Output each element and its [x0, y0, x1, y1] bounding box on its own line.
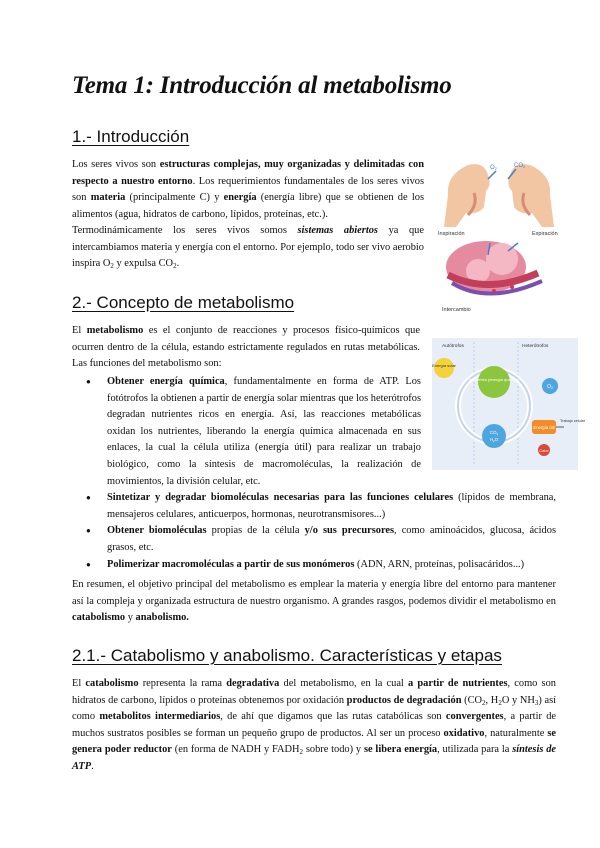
- paragraph-catabolismo: El catabolismo representa la rama degradativa del metabolismo, en la cual a partir de nutrientes, como son hidratos de carbono, lípidos o proteínas obtenemos por oxidación productos de degradación ($CO_2$, $H_2O$ y $NH_3$) así como metabolitos intermediarios, de ahí que digamos que las rutas catabólicas son convergentes, a partir de muchos sustratos posibles se forman un pequeño grupo de productos. Al ser un proceso oxidativo, naturalmente se genera poder reductor (en forma de NADH y $FADH_2$ sobre todo) y se libera energía, utilizada para la síntesis de ATP.: [72, 678, 557, 772]
- list-item: ● Obtener energía química, fundamentalmente en forma de ATP. Los fotótrofos la obtienen a partir de energía solar mientras que los heterótrofos degradan nutrientes ricos en energía. Así, las reacciones metabólicas oxidan los nutrientes, liberando la energía química almacenada en sus enlaces, la cual la célula utiliza (energía útil) para realizar un trabajo biológico, como la síntesis de macromoléculas, la realización de movimientos, la división celular, etc.: [72, 374, 421, 490]
- respiration-figure: [438, 155, 560, 313]
- list-item: ● Polimerizar macromoléculas a partir de sus monómeros (ADN, ARN, proteínas, polisacáridos...): [72, 557, 556, 574]
- svg-text:CO2: $CO_2$: [489, 430, 499, 436]
- label-heterotrofos: Heterótrofos: [522, 344, 549, 349]
- list-item: ● Sintetizar y degradar biomoléculas necesarias para las funciones celulares (lípidos de membrana, mensajeros celulares, anticuerpos, hormonas, neurotransmisores...): [72, 490, 556, 523]
- svg-text:H2O: $H_2O$: [489, 437, 499, 443]
- paragraph-resumen: En resumen, el objetivo principal del metabolismo es emplear la materia y energía libre del entorno para mantener así la compleja y organizada estructura de nuestro organismo. A grandes rasgos, podemos dividir el metabolismo en catabolismo y anabolismo.: [72, 579, 556, 624]
- label-autotrofos: Autótrofos: [442, 344, 464, 349]
- paragraph-intro-1: Los seres vivos son estructuras complejas, muy organizadas y delimitadas con respecto a nuestro entorno. Los requerimientos fundamentales de los seres vivos son materia (principalmente C) y energía (energía libre) que se obtienen de los alimentos (agua, hidratos de carbono, lípidos, proteínas, etc.).: [72, 159, 425, 220]
- label-intercambio: Intercambio: [442, 307, 471, 313]
- svg-text:Nutrientes (energía química): Nutrientes (energía química): [468, 377, 520, 382]
- inhale-arrow: [488, 171, 496, 179]
- svg-text:CO2: CO2: [514, 163, 526, 169]
- label-expiracion: Expiración: [532, 231, 558, 237]
- heading-introduccion: 1.- Introducción: [72, 127, 190, 146]
- heading-catabolismo-anabolismo: 2.1.- Catabolismo y anabolismo. Características y etapas: [72, 646, 502, 665]
- respiration-illustration: [438, 155, 560, 313]
- page-title: Tema 1: Introducción al metabolismo: [72, 72, 452, 99]
- svg-text:Energía solar: Energía solar: [432, 363, 456, 368]
- svg-text:O2: O2: [490, 165, 497, 171]
- svg-text:Energía útil: Energía útil: [533, 425, 555, 430]
- heading-concepto-metabolismo: 2.- Concepto de metabolismo: [72, 293, 295, 312]
- paragraph-intro-2: Termodinámicamente los seres vivos somos sistemas abiertos ya que intercambiamos materia y energía con el entorno. Por ejemplo, todo ser vivo aerobio inspira $O_2$ y expulsa $CO_2$.: [72, 225, 424, 271]
- paragraph-metabolismo: El metabolismo es el conjunto de reacciones y procesos físico-químicos que ocurren dentro de la célula, estando estrictamente regulados en rutas metabólicas. Las funciones del metabolismo son:: [72, 325, 420, 370]
- list-item: ● Obtener biomoléculas propias de la célula y/o sus precursores, como aminoácidos, glucosa, ácidos grasos, etc.: [72, 523, 556, 556]
- label-inspiracion: Inspiración: [438, 231, 465, 237]
- label-trabajo-celular: Trabajo celular: [560, 419, 585, 423]
- svg-text:Calor: Calor: [539, 448, 549, 453]
- svg-text:O2: $O_2$: [547, 384, 553, 390]
- metabolism-functions-list: [72, 374, 556, 573]
